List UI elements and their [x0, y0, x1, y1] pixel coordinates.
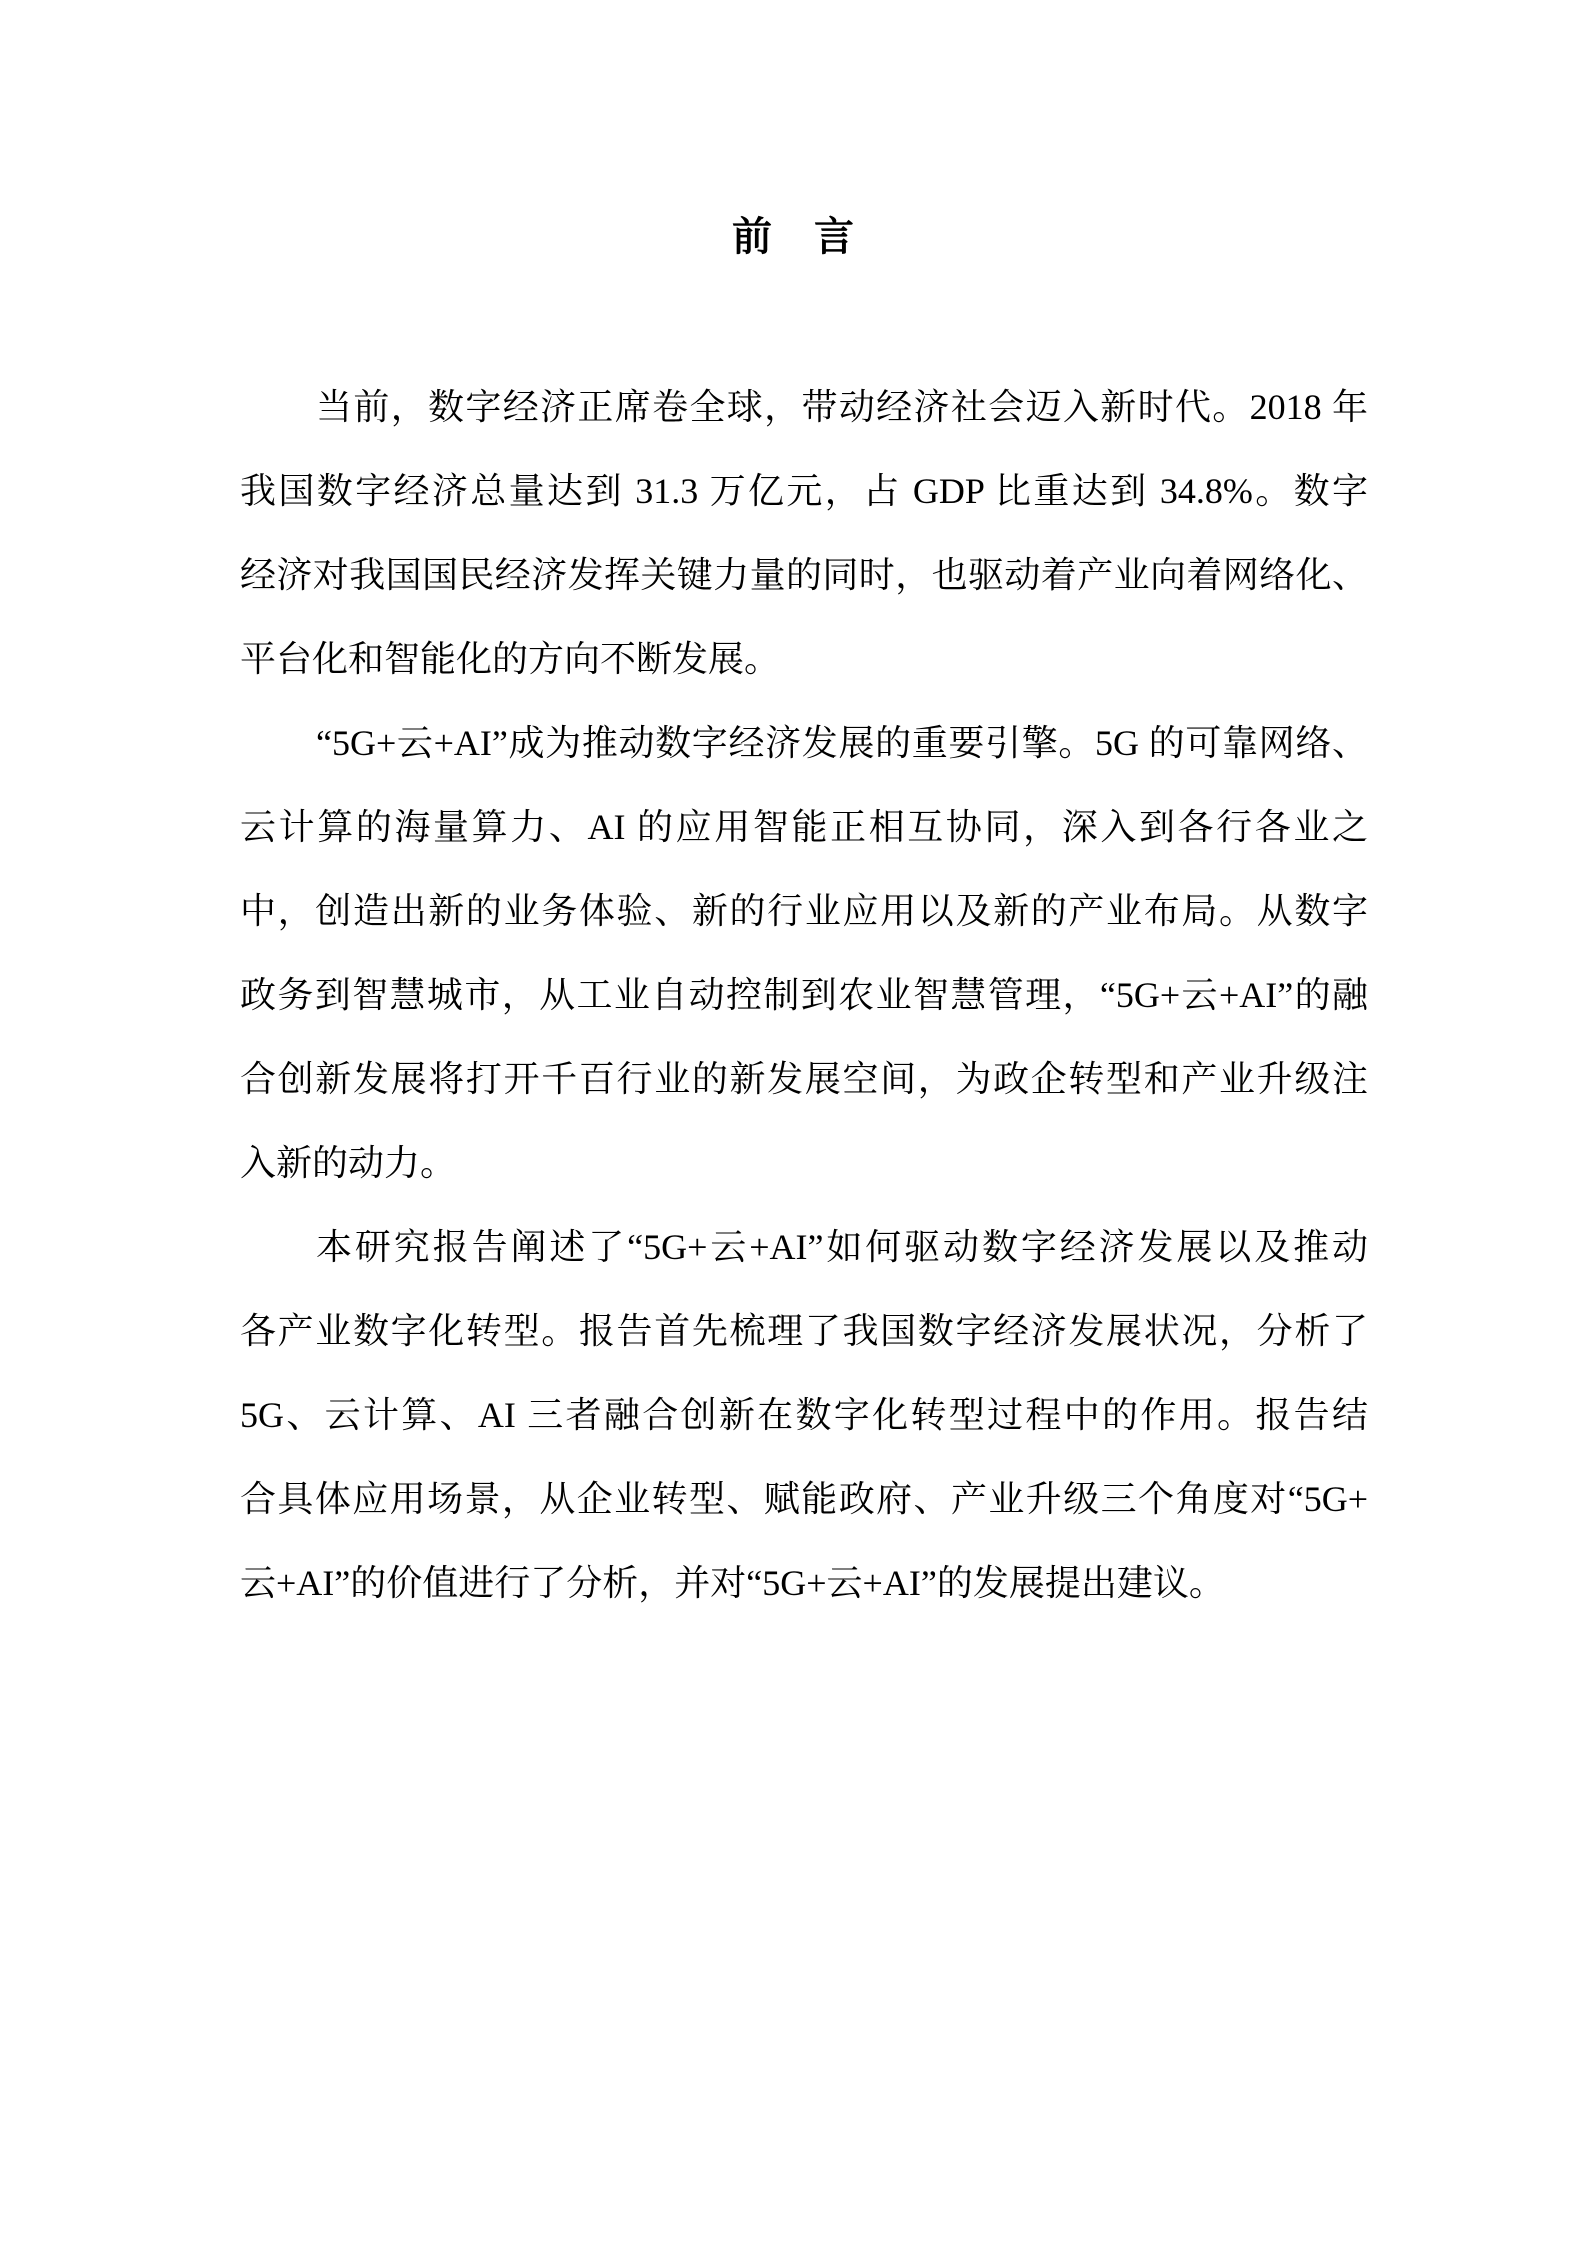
paragraph-line: 云计算的海量算力、AI 的应用智能正相互协同，深入到各行各业之 [240, 807, 1368, 847]
paragraph-line: 5G、云计算、AI 三者融合创新在数字化转型过程中的作用。报告结 [240, 1395, 1368, 1435]
paragraph-line: 云+AI”的价值进行了分析，并对“5G+云+AI”的发展提出建议。 [240, 1563, 1225, 1603]
paragraph-line: “5G+云+AI”成为推动数字经济发展的重要引擎。5G 的可靠网络、 [316, 723, 1368, 763]
paragraph-line: 合具体应用场景，从企业转型、赋能政府、产业升级三个角度对“5G+ [240, 1479, 1368, 1519]
paragraph [240, 716, 1368, 1220]
paragraph [240, 380, 1368, 716]
paragraph-line: 经济对我国国民经济发挥关键力量的同时，也驱动着产业向着网络化、 [240, 555, 1368, 595]
paragraph-line: 当前，数字经济正席卷全球，带动经济社会迈入新时代。2018 年 [316, 387, 1368, 427]
paragraph-line: 入新的动力。 [240, 1143, 457, 1183]
paragraph-line: 中，创造出新的业务体验、新的行业应用以及新的产业布局。从数字 [240, 891, 1368, 931]
paragraph-line: 政务到智慧城市，从工业自动控制到农业智慧管理，“5G+云+AI”的融 [240, 975, 1368, 1015]
paragraph [240, 1220, 1368, 1640]
paragraph-line: 我国数字经济总量达到 31.3 万亿元，占 GDP 比重达到 34.8%。数字 [240, 471, 1368, 511]
paragraph-line: 平台化和智能化的方向不断发展。 [240, 639, 781, 679]
page-title: 前言 [732, 214, 896, 260]
document-body [240, 380, 1368, 1640]
paragraph-line: 合创新发展将打开千百行业的新发展空间，为政企转型和产业升级注 [240, 1059, 1368, 1099]
paragraph-line: 本研究报告阐述了“5G+云+AI”如何驱动数字经济发展以及推动 [316, 1227, 1368, 1267]
paragraph-line: 各产业数字化转型。报告首先梳理了我国数字经济发展状况，分析了 [240, 1311, 1368, 1351]
